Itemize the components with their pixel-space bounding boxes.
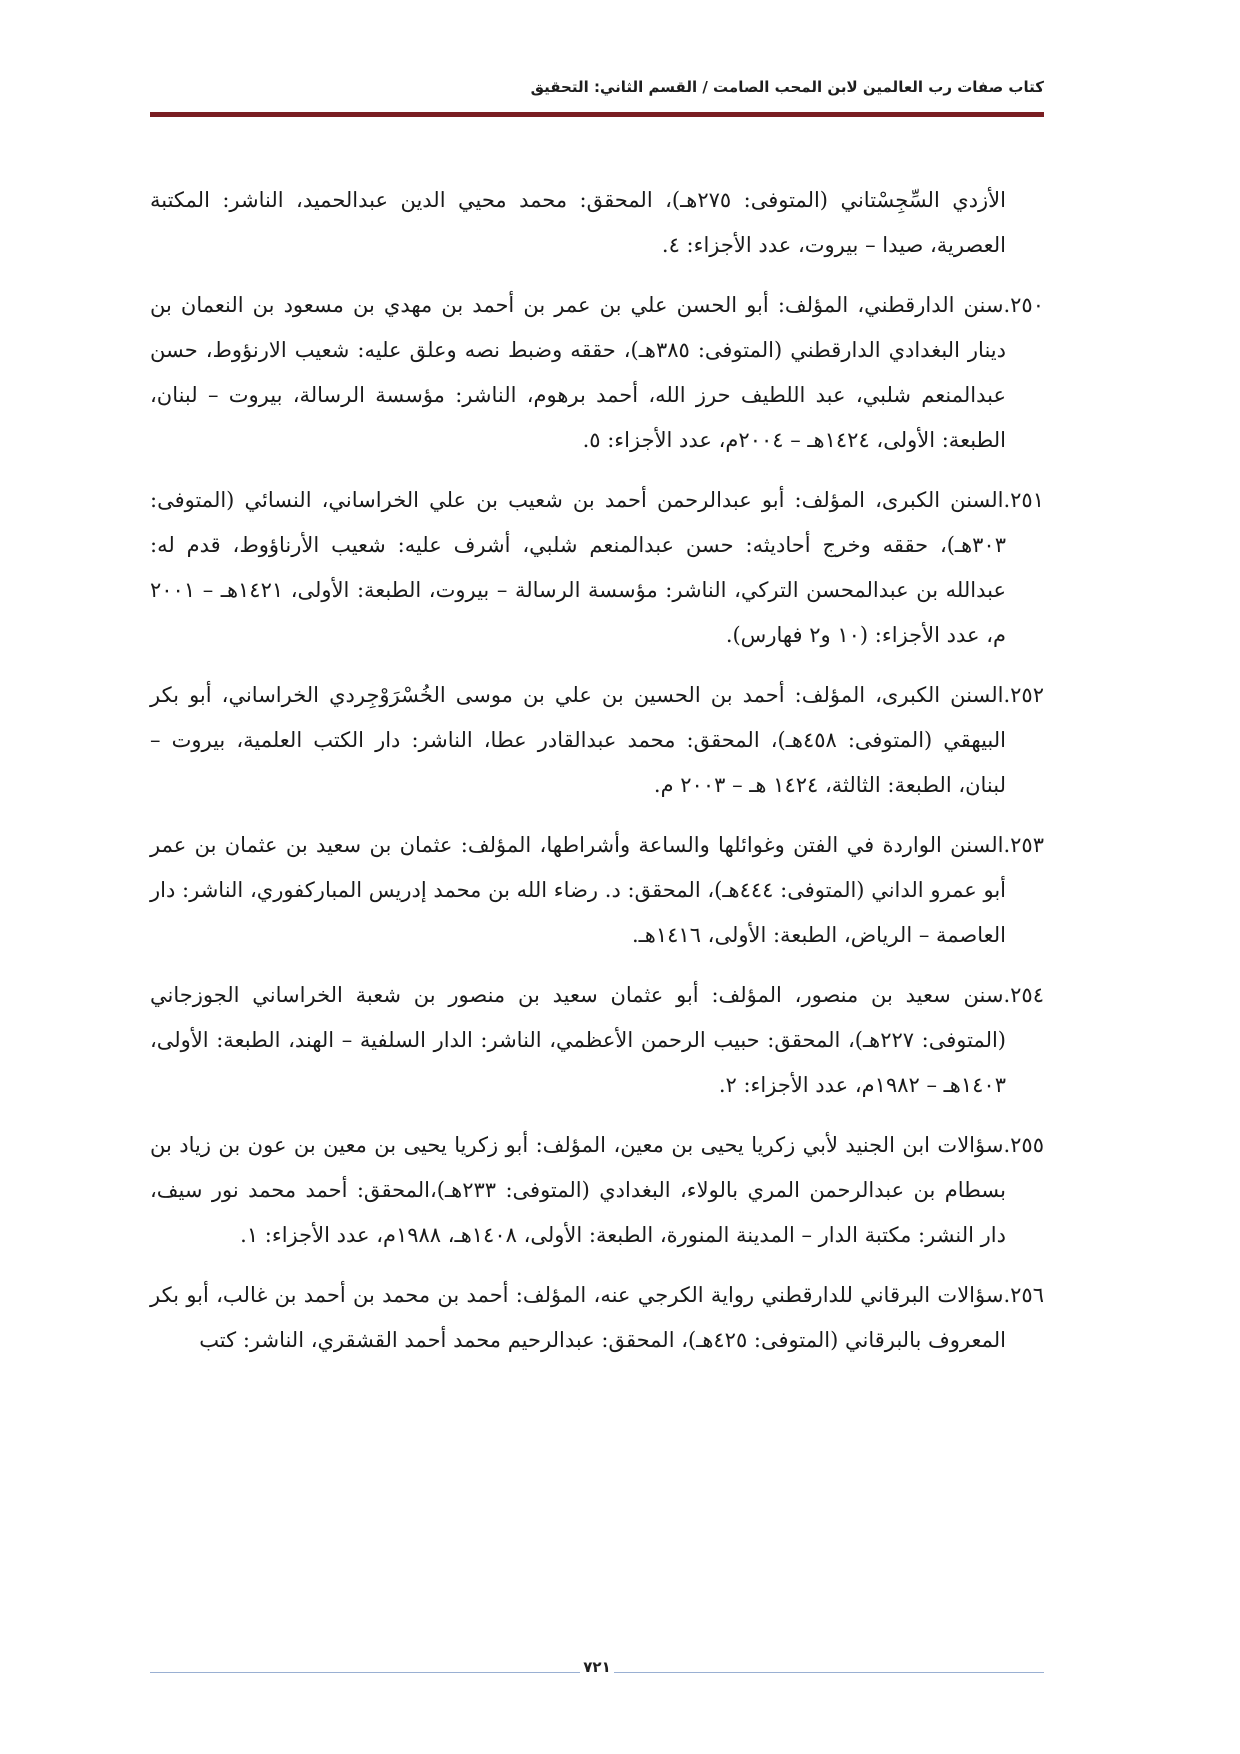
entry-number: ٢٥٢. [1003, 683, 1044, 707]
entry-number: ٢٥٦. [1003, 1283, 1044, 1307]
entry-number: ٢٥٠. [1003, 293, 1044, 317]
entry-number: ٢٥٥. [1003, 1133, 1044, 1157]
page-number: ٧٢١ [583, 1658, 611, 1676]
bib-entry-255 [150, 1123, 1044, 1258]
bib-entry-251 [150, 478, 1044, 658]
header-rule [150, 112, 1044, 117]
entry-text: سنن سعيد بن منصور، المؤلف: أبو عثمان سعيد بن منصور بن شعبة الخراساني الجوزجاني (المتوفى: ٢٢٧هـ)، المحقق: حبيب الرحمن الأعظمي، الناشر: الدار السلفية – الهند، الطبعة: الأولى، ١٤٠٣هـ – ١٩٨٢م، عدد الأجزاء: ٢. [150, 983, 1007, 1097]
page-footer [150, 1658, 1044, 1688]
entry-number: ٢٥٣. [1003, 833, 1044, 857]
bibliography-list [150, 178, 1044, 1378]
bib-entry-252 [150, 673, 1044, 808]
bib-entry-253 [150, 823, 1044, 958]
bib-entry-256 [150, 1273, 1044, 1363]
bib-entry-continued [150, 178, 1044, 268]
footer-rule-left [150, 1672, 580, 1673]
running-header: كتاب صفات رب العالمين لابن المحب الصامت / القسم الثاني: التحقيق [530, 78, 1044, 96]
entry-text: سنن الدارقطني، المؤلف: أبو الحسن علي بن عمر بن أحمد بن مهدي بن مسعود بن النعمان بن دينار البغدادي الدارقطني (المتوفى: ٣٨٥هـ)، حققه وضبط نصه وعلق عليه: شعيب الارنؤوط، حسن عبدالمنعم شلبي، عبد اللطيف حرز الله، أحمد برهوم، الناشر: مؤسسة الرسالة، بيروت – لبنان، الطبعة: الأولى، ١٤٢٤هـ – ٢٠٠٤م، عدد الأجزاء: ٥. [150, 293, 1006, 452]
bib-entry-250 [150, 283, 1044, 463]
entry-text: سؤالات البرقاني للدارقطني رواية الكرجي عنه، المؤلف: أحمد بن محمد بن أحمد بن غالب، أبو بكر المعروف بالبرقاني (المتوفى: ٤٢٥هـ)، المحقق: عبدالرحيم محمد أحمد القشقري، الناشر: كتب [150, 1283, 1006, 1352]
entry-number: ٢٥٤. [1003, 983, 1044, 1007]
entry-text: سؤالات ابن الجنيد لأبي زكريا يحيى بن معين، المؤلف: أبو زكريا يحيى بن معين بن عون بن زياد بن بسطام بن عبدالرحمن المري بالولاء، البغدادي (المتوفى: ٢٣٣هـ)،المحقق: أحمد محمد نور سيف، دار النشر: مكتبة الدار – المدينة المنورة، الطبعة: الأولى، ١٤٠٨هـ، ١٩٨٨م، عدد الأجزاء: ١. [150, 1133, 1006, 1247]
entry-text: الأزدي السِّجِسْتاني (المتوفى: ٢٧٥هـ)، المحقق: محمد محيي الدين عبدالحميد، الناشر: المكتبة العصرية، صيدا – بيروت، عدد الأجزاء: ٤. [150, 188, 1006, 257]
entry-text: السنن الكبرى، المؤلف: أحمد بن الحسين بن علي بن موسى الخُسْرَوْجِردي الخراساني، أبو بكر البيهقي (المتوفى: ٤٥٨هـ)، المحقق: محمد عبدالقادر عطا، الناشر: دار الكتب العلمية، بيروت – لبنان، الطبعة: الثالثة، ١٤٢٤ هـ – ٢٠٠٣ م. [150, 683, 1007, 797]
entry-text: السنن الكبرى، المؤلف: أبو عبدالرحمن أحمد بن شعيب بن علي الخراساني، النسائي (المتوفى: ٣٠٣هـ)، حققه وخرج أحاديثه: حسن عبدالمنعم شلبي، أشرف عليه: شعيب الأرناؤوط، قدم له: عبدالله بن عبدالمحسن التركي، الناشر: مؤسسة الرسالة – بيروت، الطبعة: الأولى، ١٤٢١هـ – ٢٠٠١ م، عدد الأجزاء: (١٠ و٢ فهارس). [150, 488, 1006, 647]
entry-text: السنن الواردة في الفتن وغوائلها والساعة وأشراطها، المؤلف: عثمان بن سعيد بن عثمان بن عمر أبو عمرو الداني (المتوفى: ٤٤٤هـ)، المحقق: د. رضاء الله بن محمد إدريس المباركفوري، الناشر: دار العاصمة – الرياض، الطبعة: الأولى، ١٤١٦هـ. [150, 833, 1006, 947]
footer-rule-right [614, 1672, 1044, 1673]
bib-entry-254 [150, 973, 1044, 1108]
entry-number: ٢٥١. [1003, 488, 1044, 512]
